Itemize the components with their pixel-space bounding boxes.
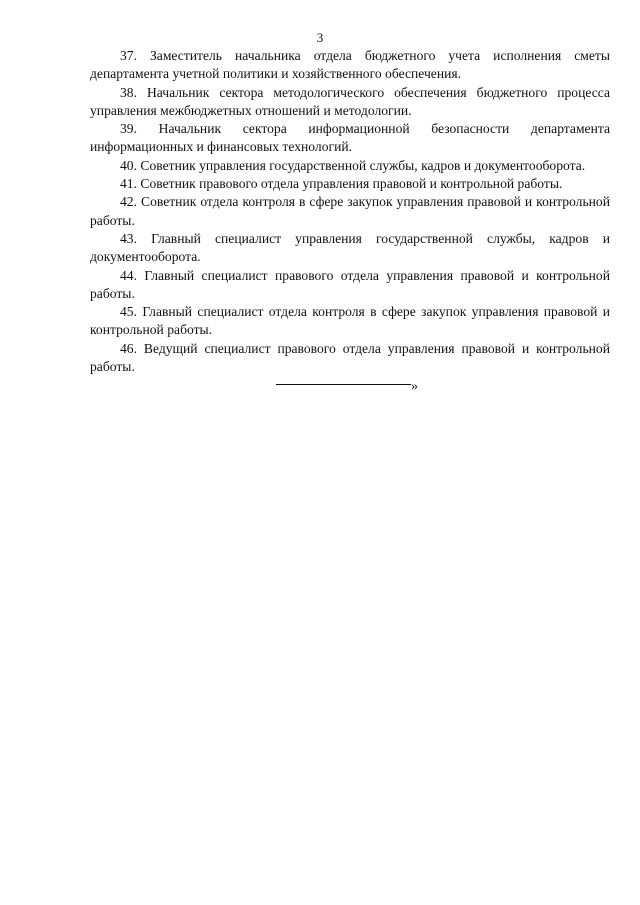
- item-number: 42.: [120, 194, 137, 210]
- list-item: [90, 230, 610, 267]
- item-number: 37.: [120, 48, 137, 63]
- item-number: 38.: [120, 84, 137, 100]
- item-text: Советник правового отдела управления правовой и контрольной работы.: [140, 176, 563, 192]
- list-item: [90, 267, 610, 304]
- item-number: 43.: [120, 230, 137, 246]
- item-number: 39.: [120, 121, 137, 137]
- item-text: Главный специалист управления государственной службы, кадров и документооборота.: [90, 230, 610, 265]
- item-text: Начальник сектора методологического обеспечения бюджетного процесса управления межбюджетных отношений и методологии.: [90, 84, 610, 118]
- list-item: [90, 120, 610, 157]
- closing-line: [276, 378, 610, 396]
- page-number: 3: [316, 30, 324, 45]
- item-number: 45.: [120, 304, 137, 320]
- item-number: 40.: [120, 157, 137, 173]
- list-item: [90, 340, 610, 377]
- closing-quote: »: [411, 379, 418, 395]
- item-number: 41.: [120, 176, 137, 192]
- item-number: 44.: [120, 267, 137, 283]
- item-text: Ведущий специалист правового отдела управления правовой и контрольной работы.: [90, 340, 610, 375]
- list-item: [90, 303, 610, 340]
- item-number: 46.: [120, 340, 137, 356]
- item-text: Советник управления государственной службы, кадров и документооборота.: [140, 157, 586, 173]
- closing-rule: [276, 384, 411, 385]
- item-text: Начальник сектора информационной безопасности департамента информационных и финансовых технологий.: [90, 121, 610, 155]
- item-text: Главный специалист правового отдела управления правовой и контрольной работы.: [90, 267, 610, 301]
- list-item: [90, 175, 610, 193]
- item-text: Заместитель начальника отдела бюджетного учета исполнения сметы департамента учетной политики и хозяйственного обеспечения.: [90, 48, 610, 82]
- list-item: [90, 157, 610, 175]
- list-item: [90, 47, 610, 84]
- list-item: [90, 193, 610, 230]
- item-text: Советник отдела контроля в сфере закупок управления правовой и контрольной работы.: [90, 194, 610, 228]
- document-body: [90, 47, 610, 396]
- item-text: Главный специалист отдела контроля в сфере закупок управления правовой и контрольной работы.: [90, 304, 610, 338]
- list-item: [90, 84, 610, 121]
